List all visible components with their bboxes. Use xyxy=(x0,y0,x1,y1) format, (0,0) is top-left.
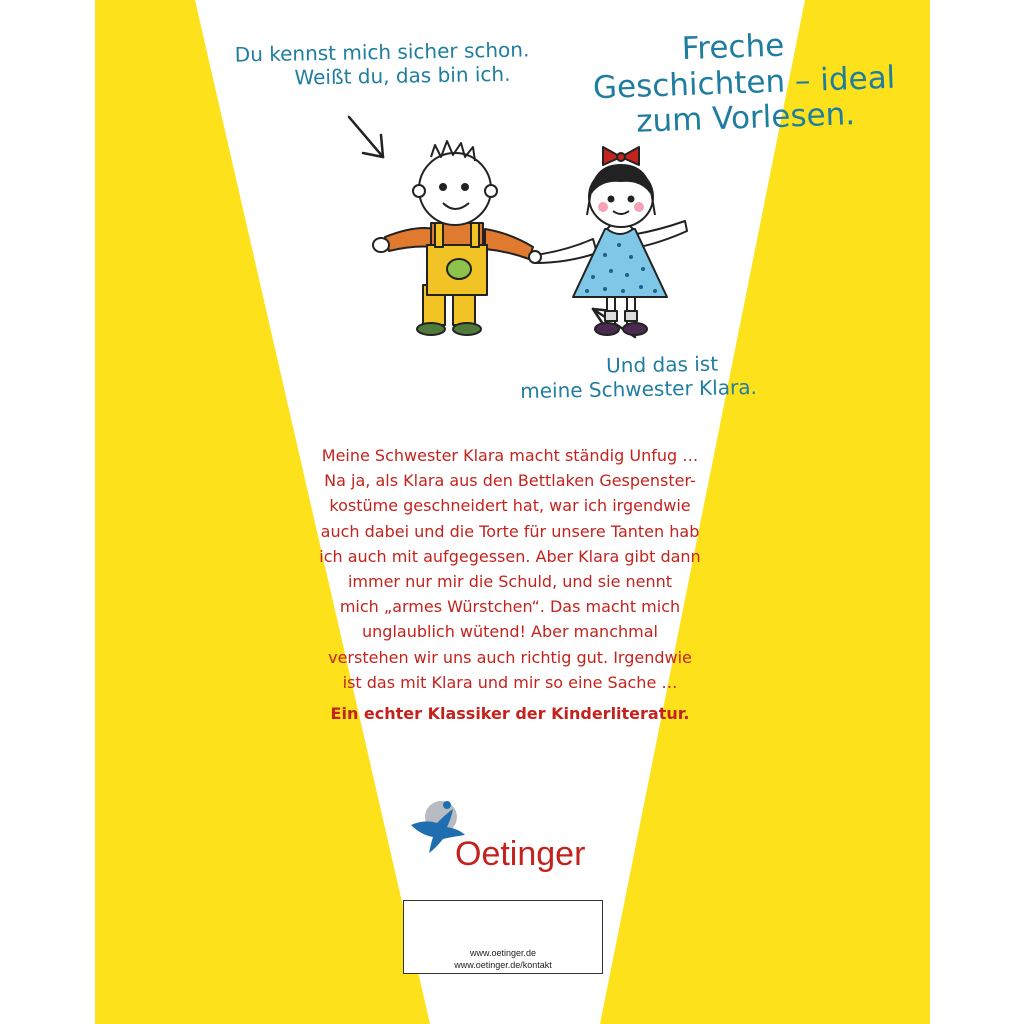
blurb-line: auch dabei und die Torte für unsere Tanten hab xyxy=(320,521,700,541)
book-back-cover xyxy=(95,0,930,1024)
speech-sister-line1: Und das ist xyxy=(605,351,719,378)
tagline-line3: zum Vorlesen. xyxy=(635,96,856,141)
blurb-line: verstehen wir uns auch richtig gut. Irgendwie xyxy=(328,647,692,667)
publisher-logo xyxy=(407,795,617,875)
speech-boy-line2: Weißt du, das bin ich. xyxy=(294,61,511,90)
classic-tagline: Ein echter Klassiker der Kinderliteratur. xyxy=(330,704,690,723)
tagline-line1: Freche xyxy=(681,27,785,68)
publisher-links xyxy=(404,947,602,971)
barcode-box xyxy=(403,900,603,974)
girl-figure xyxy=(535,147,687,335)
kids-illustration xyxy=(335,105,715,345)
blurb-line: ich auch mit aufgegessen. Aber Klara gibt dann xyxy=(319,546,701,566)
blurb-line: Na ja, als Klara aus den Bettlaken Gespenster- xyxy=(324,471,696,491)
blurb-line: unglaublich wütend! Aber manchmal xyxy=(362,622,658,642)
speech-boy-line1: Du kennst mich sicher schon. xyxy=(234,37,530,67)
blurb-line: ist das mit Klara und mir so eine Sache … xyxy=(342,672,678,692)
publisher-contact-url[interactable]: www.oetinger.de/kontakt xyxy=(454,960,552,970)
speech-sister-line2: meine Schwester Klara. xyxy=(520,374,758,404)
blurb-line: kostüme geschneidert hat, war ich irgendwie xyxy=(329,496,691,516)
blurb-line: Meine Schwester Klara macht ständig Unfug … xyxy=(321,446,699,465)
publisher-url[interactable]: www.oetinger.de xyxy=(469,948,537,958)
publisher-name: Oetinger xyxy=(455,835,586,873)
speech-sister xyxy=(520,351,757,403)
blurb-line: mich „armes Würstchen“. Das macht mich xyxy=(339,597,681,617)
boy-figure xyxy=(373,141,533,335)
speech-boy xyxy=(235,37,530,90)
tagline-line2: Geschichten – ideal xyxy=(592,59,896,106)
blurb-text xyxy=(290,443,730,695)
blurb-line: immer nur mir die Schuld, und sie nennt xyxy=(347,572,673,592)
arrow-to-boy-icon xyxy=(349,117,383,157)
